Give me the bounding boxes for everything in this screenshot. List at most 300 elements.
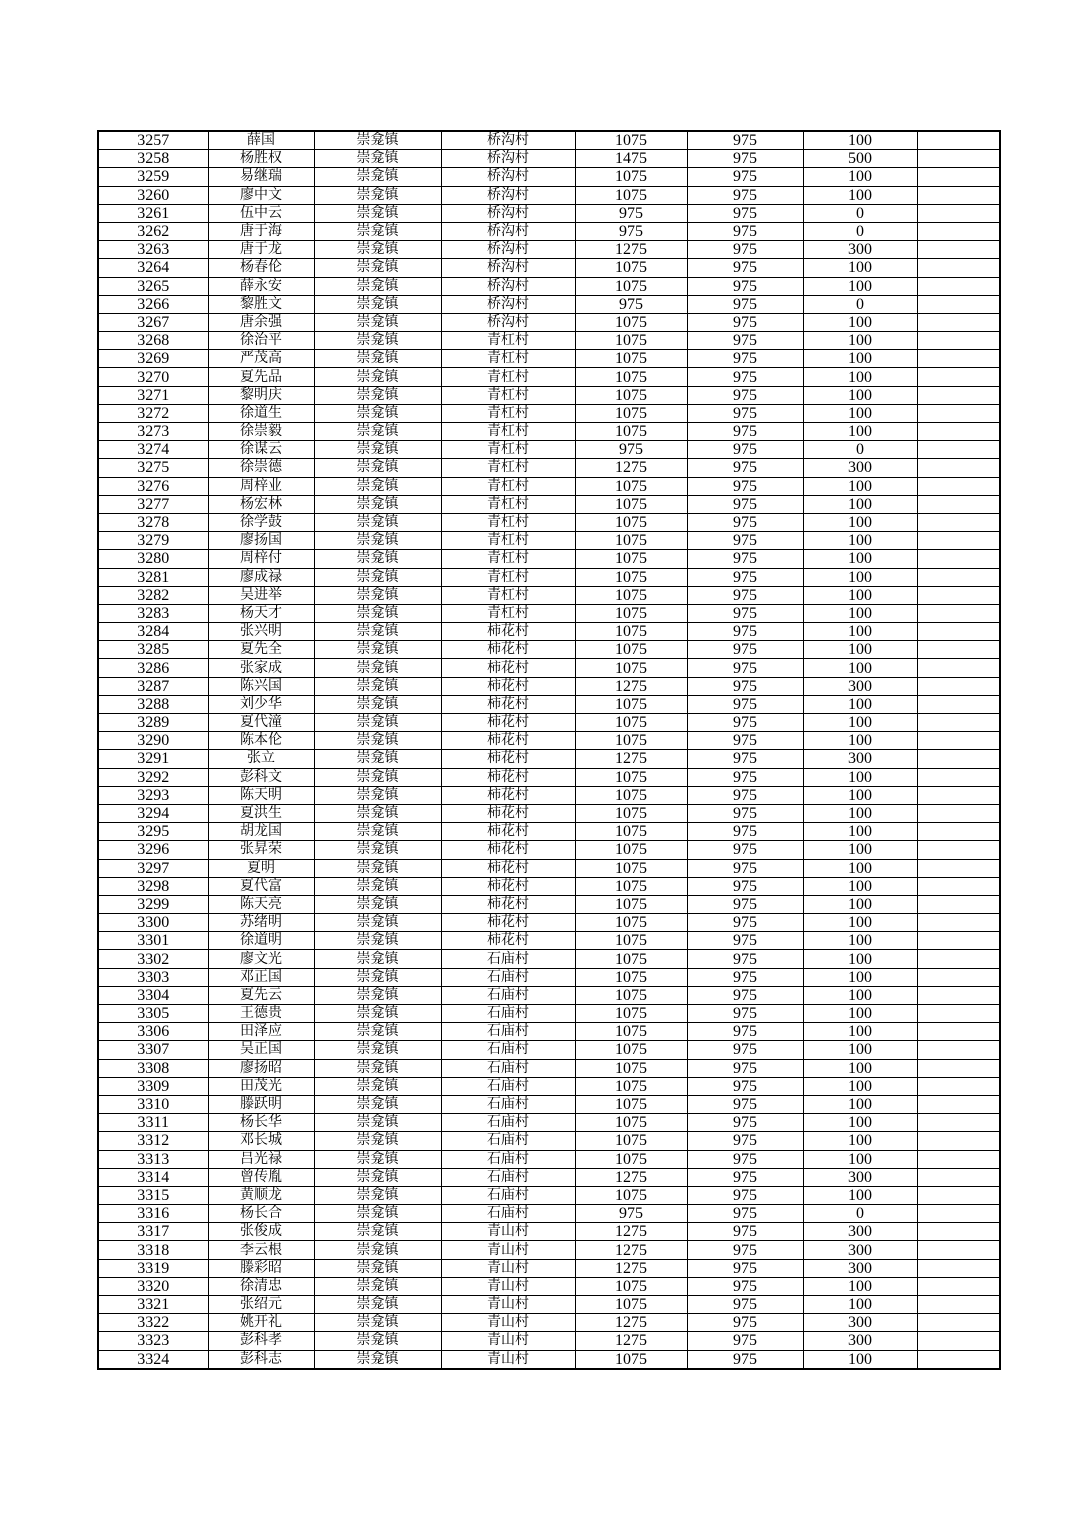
remark-cell <box>917 932 1000 950</box>
remark-cell <box>917 1077 1000 1095</box>
amount-diff-cell: 100 <box>803 1095 917 1113</box>
remark-cell <box>917 1132 1000 1150</box>
row-index-cell: 3269 <box>98 350 208 368</box>
row-index-cell: 3318 <box>98 1241 208 1259</box>
amount-diff-cell: 100 <box>803 386 917 404</box>
person-name-cell: 徐学鼓 <box>208 513 314 531</box>
village-cell: 青杠村 <box>441 441 575 459</box>
remark-cell <box>917 1114 1000 1132</box>
remark-cell <box>917 513 1000 531</box>
amount-base-cell: 975 <box>687 841 803 859</box>
town-cell: 崇龛镇 <box>314 1259 441 1277</box>
amount-base-cell: 975 <box>687 241 803 259</box>
amount-base-cell: 975 <box>687 1150 803 1168</box>
town-cell: 崇龛镇 <box>314 277 441 295</box>
amount-diff-cell: 100 <box>803 350 917 368</box>
remark-cell <box>917 604 1000 622</box>
person-name-cell: 伍中云 <box>208 204 314 222</box>
remark-cell <box>917 895 1000 913</box>
amount-total-cell: 1075 <box>575 732 687 750</box>
table-row <box>98 968 1000 986</box>
amount-base-cell: 975 <box>687 150 803 168</box>
amount-base-cell: 975 <box>687 932 803 950</box>
row-index-cell: 3310 <box>98 1095 208 1113</box>
person-name-cell: 张绍元 <box>208 1296 314 1314</box>
amount-total-cell: 1075 <box>575 714 687 732</box>
person-name-cell: 苏绪明 <box>208 914 314 932</box>
row-index-cell: 3322 <box>98 1314 208 1332</box>
amount-total-cell: 1075 <box>575 568 687 586</box>
table-row <box>98 168 1000 186</box>
table-row <box>98 604 1000 622</box>
table-row <box>98 1114 1000 1132</box>
amount-total-cell: 1075 <box>575 1041 687 1059</box>
table-row <box>98 532 1000 550</box>
amount-base-cell: 975 <box>687 1241 803 1259</box>
amount-diff-cell: 100 <box>803 1023 917 1041</box>
amount-diff-cell: 100 <box>803 623 917 641</box>
village-cell: 柿花村 <box>441 623 575 641</box>
amount-base-cell: 975 <box>687 222 803 240</box>
amount-diff-cell: 100 <box>803 914 917 932</box>
amount-base-cell: 975 <box>687 313 803 331</box>
amount-base-cell: 975 <box>687 1077 803 1095</box>
village-cell: 桥沟村 <box>441 168 575 186</box>
amount-diff-cell: 300 <box>803 241 917 259</box>
amount-base-cell: 975 <box>687 586 803 604</box>
amount-base-cell: 975 <box>687 732 803 750</box>
table-row <box>98 677 1000 695</box>
amount-diff-cell: 0 <box>803 441 917 459</box>
row-index-cell: 3294 <box>98 804 208 822</box>
town-cell: 崇龛镇 <box>314 714 441 732</box>
amount-total-cell: 1075 <box>575 641 687 659</box>
amount-diff-cell: 100 <box>803 1277 917 1295</box>
town-cell: 崇龛镇 <box>314 695 441 713</box>
amount-total-cell: 1075 <box>575 259 687 277</box>
table-row <box>98 295 1000 313</box>
remark-cell <box>917 350 1000 368</box>
amount-base-cell: 975 <box>687 332 803 350</box>
village-cell: 青山村 <box>441 1277 575 1295</box>
amount-base-cell: 975 <box>687 550 803 568</box>
remark-cell <box>917 241 1000 259</box>
amount-diff-cell: 100 <box>803 277 917 295</box>
row-index-cell: 3266 <box>98 295 208 313</box>
amount-total-cell: 1275 <box>575 241 687 259</box>
table-row <box>98 1059 1000 1077</box>
row-index-cell: 3302 <box>98 950 208 968</box>
amount-base-cell: 975 <box>687 1223 803 1241</box>
town-cell: 崇龛镇 <box>314 1114 441 1132</box>
amount-base-cell: 975 <box>687 859 803 877</box>
table-row <box>98 1041 1000 1059</box>
person-name-cell: 李云根 <box>208 1241 314 1259</box>
amount-diff-cell: 100 <box>803 604 917 622</box>
amount-base-cell: 975 <box>687 404 803 422</box>
town-cell: 崇龛镇 <box>314 1314 441 1332</box>
amount-total-cell: 1075 <box>575 332 687 350</box>
row-index-cell: 3263 <box>98 241 208 259</box>
village-cell: 柿花村 <box>441 804 575 822</box>
person-name-cell: 廖文光 <box>208 950 314 968</box>
amount-total-cell: 1075 <box>575 1277 687 1295</box>
amount-diff-cell: 300 <box>803 1223 917 1241</box>
person-name-cell: 廖成禄 <box>208 568 314 586</box>
village-cell: 石庙村 <box>441 986 575 1004</box>
table-row <box>98 1241 1000 1259</box>
table-row <box>98 786 1000 804</box>
remark-cell <box>917 532 1000 550</box>
amount-total-cell: 1075 <box>575 695 687 713</box>
remark-cell <box>917 1314 1000 1332</box>
town-cell: 崇龛镇 <box>314 295 441 313</box>
amount-base-cell: 975 <box>687 532 803 550</box>
table-row <box>98 332 1000 350</box>
amount-diff-cell: 300 <box>803 1168 917 1186</box>
table-row <box>98 804 1000 822</box>
amount-diff-cell: 100 <box>803 641 917 659</box>
amount-base-cell: 975 <box>687 204 803 222</box>
person-name-cell: 黎胜文 <box>208 295 314 313</box>
village-cell: 青山村 <box>441 1259 575 1277</box>
amount-total-cell: 1075 <box>575 1005 687 1023</box>
amount-base-cell: 975 <box>687 186 803 204</box>
table-row <box>98 350 1000 368</box>
village-cell: 青杠村 <box>441 513 575 531</box>
person-name-cell: 张兴明 <box>208 623 314 641</box>
row-index-cell: 3282 <box>98 586 208 604</box>
person-name-cell: 田茂光 <box>208 1077 314 1095</box>
person-name-cell: 杨长华 <box>208 1114 314 1132</box>
amount-base-cell: 975 <box>687 1005 803 1023</box>
table-row <box>98 423 1000 441</box>
amount-diff-cell: 100 <box>803 823 917 841</box>
row-index-cell: 3283 <box>98 604 208 622</box>
amount-total-cell: 1075 <box>575 495 687 513</box>
town-cell: 崇龛镇 <box>314 786 441 804</box>
table-row <box>98 950 1000 968</box>
amount-total-cell: 1275 <box>575 1223 687 1241</box>
amount-total-cell: 1075 <box>575 914 687 932</box>
town-cell: 崇龛镇 <box>314 895 441 913</box>
person-name-cell: 唐于龙 <box>208 241 314 259</box>
remark-cell <box>917 423 1000 441</box>
person-name-cell: 杨胜权 <box>208 150 314 168</box>
table-row <box>98 1077 1000 1095</box>
person-name-cell: 易继瑞 <box>208 168 314 186</box>
table-row <box>98 404 1000 422</box>
remark-cell <box>917 950 1000 968</box>
village-cell: 桥沟村 <box>441 277 575 295</box>
amount-total-cell: 1275 <box>575 1259 687 1277</box>
table-row <box>98 1168 1000 1186</box>
table-row <box>98 513 1000 531</box>
village-cell: 青山村 <box>441 1332 575 1350</box>
remark-cell <box>917 986 1000 1004</box>
remark-cell <box>917 386 1000 404</box>
amount-diff-cell: 100 <box>803 1350 917 1369</box>
village-cell: 桥沟村 <box>441 241 575 259</box>
amount-base-cell: 975 <box>687 1023 803 1041</box>
amount-base-cell: 975 <box>687 1332 803 1350</box>
table-row <box>98 1150 1000 1168</box>
amount-diff-cell: 100 <box>803 968 917 986</box>
amount-diff-cell: 0 <box>803 222 917 240</box>
remark-cell <box>917 295 1000 313</box>
amount-total-cell: 1275 <box>575 750 687 768</box>
row-index-cell: 3274 <box>98 441 208 459</box>
village-cell: 桥沟村 <box>441 295 575 313</box>
amount-base-cell: 975 <box>687 804 803 822</box>
row-index-cell: 3285 <box>98 641 208 659</box>
village-cell: 柿花村 <box>441 750 575 768</box>
amount-diff-cell: 100 <box>803 404 917 422</box>
row-index-cell: 3261 <box>98 204 208 222</box>
row-index-cell: 3301 <box>98 932 208 950</box>
village-cell: 青杠村 <box>441 404 575 422</box>
row-index-cell: 3275 <box>98 459 208 477</box>
person-name-cell: 杨长合 <box>208 1205 314 1223</box>
amount-base-cell: 975 <box>687 750 803 768</box>
amount-total-cell: 1075 <box>575 1132 687 1150</box>
village-cell: 柿花村 <box>441 895 575 913</box>
amount-total-cell: 1275 <box>575 1332 687 1350</box>
amount-total-cell: 975 <box>575 441 687 459</box>
person-name-cell: 曾传胤 <box>208 1168 314 1186</box>
remark-cell <box>917 168 1000 186</box>
table-row <box>98 714 1000 732</box>
person-name-cell: 张昇荣 <box>208 841 314 859</box>
amount-base-cell: 975 <box>687 386 803 404</box>
amount-diff-cell: 100 <box>803 168 917 186</box>
village-cell: 青杠村 <box>441 386 575 404</box>
remark-cell <box>917 568 1000 586</box>
person-name-cell: 徐清忠 <box>208 1277 314 1295</box>
town-cell: 崇龛镇 <box>314 1005 441 1023</box>
amount-base-cell: 975 <box>687 1132 803 1150</box>
village-cell: 柿花村 <box>441 768 575 786</box>
town-cell: 崇龛镇 <box>314 659 441 677</box>
amount-diff-cell: 100 <box>803 695 917 713</box>
amount-diff-cell: 100 <box>803 550 917 568</box>
remark-cell <box>917 1332 1000 1350</box>
amount-base-cell: 975 <box>687 641 803 659</box>
row-index-cell: 3319 <box>98 1259 208 1277</box>
amount-base-cell: 975 <box>687 1314 803 1332</box>
table-row <box>98 750 1000 768</box>
amount-total-cell: 975 <box>575 295 687 313</box>
amount-total-cell: 1075 <box>575 604 687 622</box>
remark-cell <box>917 968 1000 986</box>
person-name-cell: 夏代潼 <box>208 714 314 732</box>
amount-total-cell: 1275 <box>575 1241 687 1259</box>
amount-diff-cell: 500 <box>803 150 917 168</box>
town-cell: 崇龛镇 <box>314 259 441 277</box>
row-index-cell: 3293 <box>98 786 208 804</box>
town-cell: 崇龛镇 <box>314 823 441 841</box>
amount-base-cell: 975 <box>687 441 803 459</box>
town-cell: 崇龛镇 <box>314 586 441 604</box>
amount-total-cell: 1075 <box>575 423 687 441</box>
amount-base-cell: 975 <box>687 768 803 786</box>
amount-total-cell: 1075 <box>575 859 687 877</box>
remark-cell <box>917 768 1000 786</box>
remark-cell <box>917 750 1000 768</box>
village-cell: 桥沟村 <box>441 186 575 204</box>
village-cell: 青杠村 <box>441 532 575 550</box>
remark-cell <box>917 1259 1000 1277</box>
amount-total-cell: 1075 <box>575 350 687 368</box>
person-name-cell: 彭科孝 <box>208 1332 314 1350</box>
person-name-cell: 彭科志 <box>208 1350 314 1369</box>
table-row <box>98 895 1000 913</box>
row-index-cell: 3288 <box>98 695 208 713</box>
amount-base-cell: 975 <box>687 968 803 986</box>
row-index-cell: 3303 <box>98 968 208 986</box>
remark-cell <box>917 222 1000 240</box>
town-cell: 崇龛镇 <box>314 768 441 786</box>
amount-diff-cell: 100 <box>803 1186 917 1204</box>
amount-diff-cell: 100 <box>803 986 917 1004</box>
person-name-cell: 滕彩昭 <box>208 1259 314 1277</box>
person-name-cell: 刘少华 <box>208 695 314 713</box>
table-row <box>98 1223 1000 1241</box>
row-index-cell: 3268 <box>98 332 208 350</box>
row-index-cell: 3317 <box>98 1223 208 1241</box>
amount-base-cell: 975 <box>687 168 803 186</box>
row-index-cell: 3290 <box>98 732 208 750</box>
person-name-cell: 严茂高 <box>208 350 314 368</box>
remark-cell <box>917 859 1000 877</box>
amount-diff-cell: 100 <box>803 477 917 495</box>
amount-base-cell: 975 <box>687 714 803 732</box>
table-row <box>98 932 1000 950</box>
row-index-cell: 3276 <box>98 477 208 495</box>
person-name-cell: 王德贵 <box>208 1005 314 1023</box>
village-cell: 桥沟村 <box>441 222 575 240</box>
town-cell: 崇龛镇 <box>314 986 441 1004</box>
amount-diff-cell: 300 <box>803 1314 917 1332</box>
amount-diff-cell: 100 <box>803 568 917 586</box>
amount-base-cell: 975 <box>687 495 803 513</box>
amount-total-cell: 1075 <box>575 950 687 968</box>
person-name-cell: 夏先品 <box>208 368 314 386</box>
table-row <box>98 1296 1000 1314</box>
row-index-cell: 3315 <box>98 1186 208 1204</box>
amount-diff-cell: 100 <box>803 1041 917 1059</box>
table-row <box>98 386 1000 404</box>
town-cell: 崇龛镇 <box>314 350 441 368</box>
village-cell: 柿花村 <box>441 841 575 859</box>
table-row <box>98 259 1000 277</box>
amount-total-cell: 1075 <box>575 804 687 822</box>
town-cell: 崇龛镇 <box>314 1241 441 1259</box>
amount-base-cell: 975 <box>687 1186 803 1204</box>
amount-total-cell: 1075 <box>575 186 687 204</box>
amount-diff-cell: 100 <box>803 313 917 331</box>
village-cell: 青杠村 <box>441 495 575 513</box>
remark-cell <box>917 823 1000 841</box>
row-index-cell: 3324 <box>98 1350 208 1369</box>
amount-base-cell: 975 <box>687 131 803 150</box>
row-index-cell: 3307 <box>98 1041 208 1059</box>
person-name-cell: 杨春伦 <box>208 259 314 277</box>
row-index-cell: 3259 <box>98 168 208 186</box>
row-index-cell: 3272 <box>98 404 208 422</box>
remark-cell <box>917 623 1000 641</box>
row-index-cell: 3287 <box>98 677 208 695</box>
row-index-cell: 3289 <box>98 714 208 732</box>
table-row <box>98 150 1000 168</box>
amount-diff-cell: 100 <box>803 423 917 441</box>
amount-total-cell: 1075 <box>575 586 687 604</box>
table-row <box>98 877 1000 895</box>
table-row <box>98 1350 1000 1369</box>
village-cell: 石庙村 <box>441 1077 575 1095</box>
remark-cell <box>917 404 1000 422</box>
person-name-cell: 廖扬昭 <box>208 1059 314 1077</box>
village-cell: 青杠村 <box>441 459 575 477</box>
row-index-cell: 3267 <box>98 313 208 331</box>
village-cell: 石庙村 <box>441 950 575 968</box>
remark-cell <box>917 1168 1000 1186</box>
amount-total-cell: 1075 <box>575 131 687 150</box>
amount-total-cell: 1075 <box>575 823 687 841</box>
amount-base-cell: 975 <box>687 1114 803 1132</box>
amount-base-cell: 975 <box>687 1059 803 1077</box>
amount-base-cell: 975 <box>687 259 803 277</box>
town-cell: 崇龛镇 <box>314 441 441 459</box>
remark-cell <box>917 1095 1000 1113</box>
amount-diff-cell: 100 <box>803 368 917 386</box>
town-cell: 崇龛镇 <box>314 1296 441 1314</box>
village-cell: 青山村 <box>441 1223 575 1241</box>
row-index-cell: 3305 <box>98 1005 208 1023</box>
remark-cell <box>917 1059 1000 1077</box>
amount-diff-cell: 100 <box>803 659 917 677</box>
remark-cell <box>917 1296 1000 1314</box>
person-name-cell: 廖中文 <box>208 186 314 204</box>
table-row <box>98 495 1000 513</box>
amount-diff-cell: 100 <box>803 1005 917 1023</box>
amount-diff-cell: 100 <box>803 877 917 895</box>
row-index-cell: 3296 <box>98 841 208 859</box>
table-row <box>98 841 1000 859</box>
person-name-cell: 吴进举 <box>208 586 314 604</box>
village-cell: 青杠村 <box>441 586 575 604</box>
amount-diff-cell: 300 <box>803 1259 917 1277</box>
amount-total-cell: 1075 <box>575 786 687 804</box>
table-row <box>98 1132 1000 1150</box>
village-cell: 柿花村 <box>441 914 575 932</box>
village-cell: 青杠村 <box>441 368 575 386</box>
village-cell: 桥沟村 <box>441 150 575 168</box>
amount-base-cell: 975 <box>687 513 803 531</box>
remark-cell <box>917 1241 1000 1259</box>
amount-diff-cell: 100 <box>803 332 917 350</box>
person-name-cell: 张俊成 <box>208 1223 314 1241</box>
amount-total-cell: 1075 <box>575 768 687 786</box>
amount-diff-cell: 100 <box>803 259 917 277</box>
village-cell: 石庙村 <box>441 1005 575 1023</box>
row-index-cell: 3270 <box>98 368 208 386</box>
remark-cell <box>917 841 1000 859</box>
row-index-cell: 3278 <box>98 513 208 531</box>
village-cell: 柿花村 <box>441 859 575 877</box>
table-row <box>98 1259 1000 1277</box>
remark-cell <box>917 550 1000 568</box>
